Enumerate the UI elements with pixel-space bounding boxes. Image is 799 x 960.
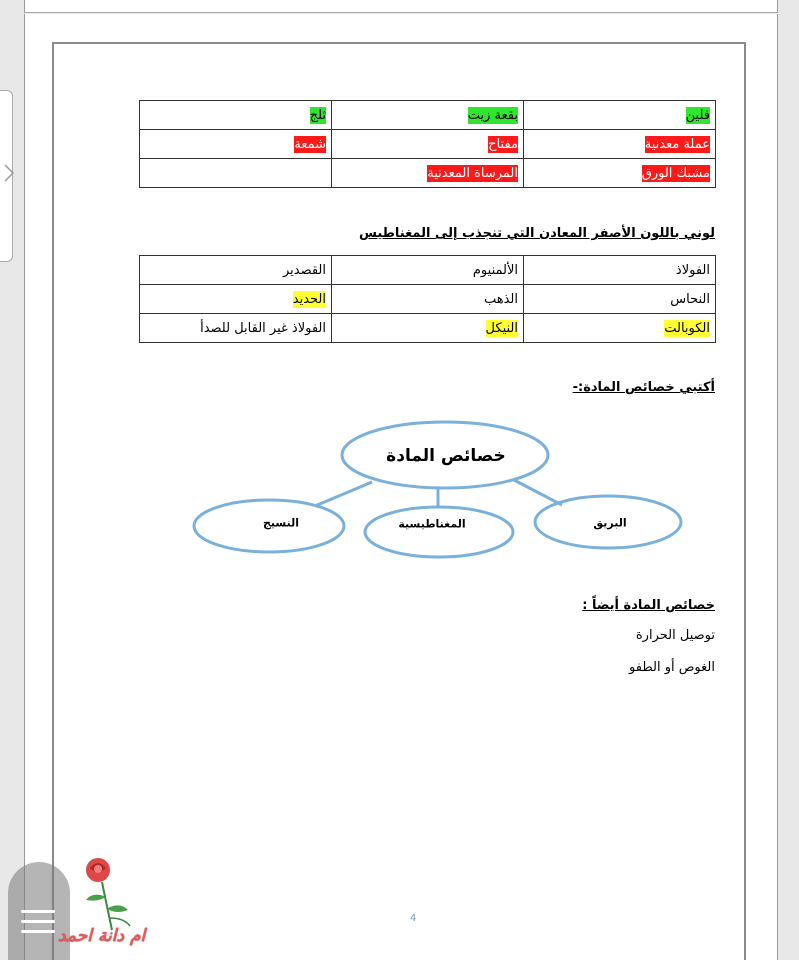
table-cell: الألمنيوم [332,256,524,285]
diagram-node-label: البريق [593,516,627,530]
page-number: 4 [410,913,417,924]
metals-table [139,255,716,343]
table-row [140,285,716,314]
chevron-right-icon [2,163,16,183]
table-row [140,314,716,343]
table-cell [140,159,332,188]
table-cell: النحاس [524,285,716,314]
table-cell: مشبك الورق [524,159,716,188]
menu-icon [21,920,55,923]
connector-line [315,482,372,506]
table-cell: النيكل [332,314,524,343]
table-cell: الكوبالت [524,314,716,343]
table-cell: المرساة المعدنية [332,159,524,188]
previous-page-edge [24,0,778,13]
table-row [140,256,716,285]
materials-table [139,100,716,188]
list-item: توصيل الحرارة [635,628,715,643]
table-cell: الفولاذ غير القابل للصدأ [140,314,332,343]
watermark-signature: ام دانة احمد [58,926,146,946]
connector-line [514,480,562,505]
menu-icon [21,930,55,933]
table-cell: فلين [524,101,716,130]
properties-diagram [190,420,690,565]
diagram-node-label: النسيج [262,516,300,530]
diagram-node-label: المغناطيسية [398,517,466,531]
menu-icon [21,910,55,913]
table-cell: القصدير [140,256,332,285]
table-cell: الحديد [140,285,332,314]
table-cell: الذهب [332,285,524,314]
more-properties-heading: خصائص المادة أيضاً : [582,598,715,613]
table-cell: شمعة [140,130,332,159]
table-cell: مفتاح [332,130,524,159]
diagram-shapes [190,420,690,565]
table-cell: ثلج [140,101,332,130]
magnets-heading: لوني باللون الأصفر المعادن التي تنجذب إلى المغناطيس [358,226,715,241]
rose-icon [72,852,140,932]
diagram-center-label: خصائص المادة [386,446,506,466]
list-item: الغوص أو الطفو [629,660,715,675]
table-row [140,159,716,188]
table-cell: عملة معدنية [524,130,716,159]
properties-heading: أكتبي خصائص المادة:- [572,380,715,395]
side-panel-toggle[interactable] [0,90,13,262]
table-row [140,130,716,159]
table-row [140,101,716,130]
table-cell: الفولاذ [524,256,716,285]
node-ellipse-magnetism [365,507,513,557]
table-cell: بقعة زيت [332,101,524,130]
